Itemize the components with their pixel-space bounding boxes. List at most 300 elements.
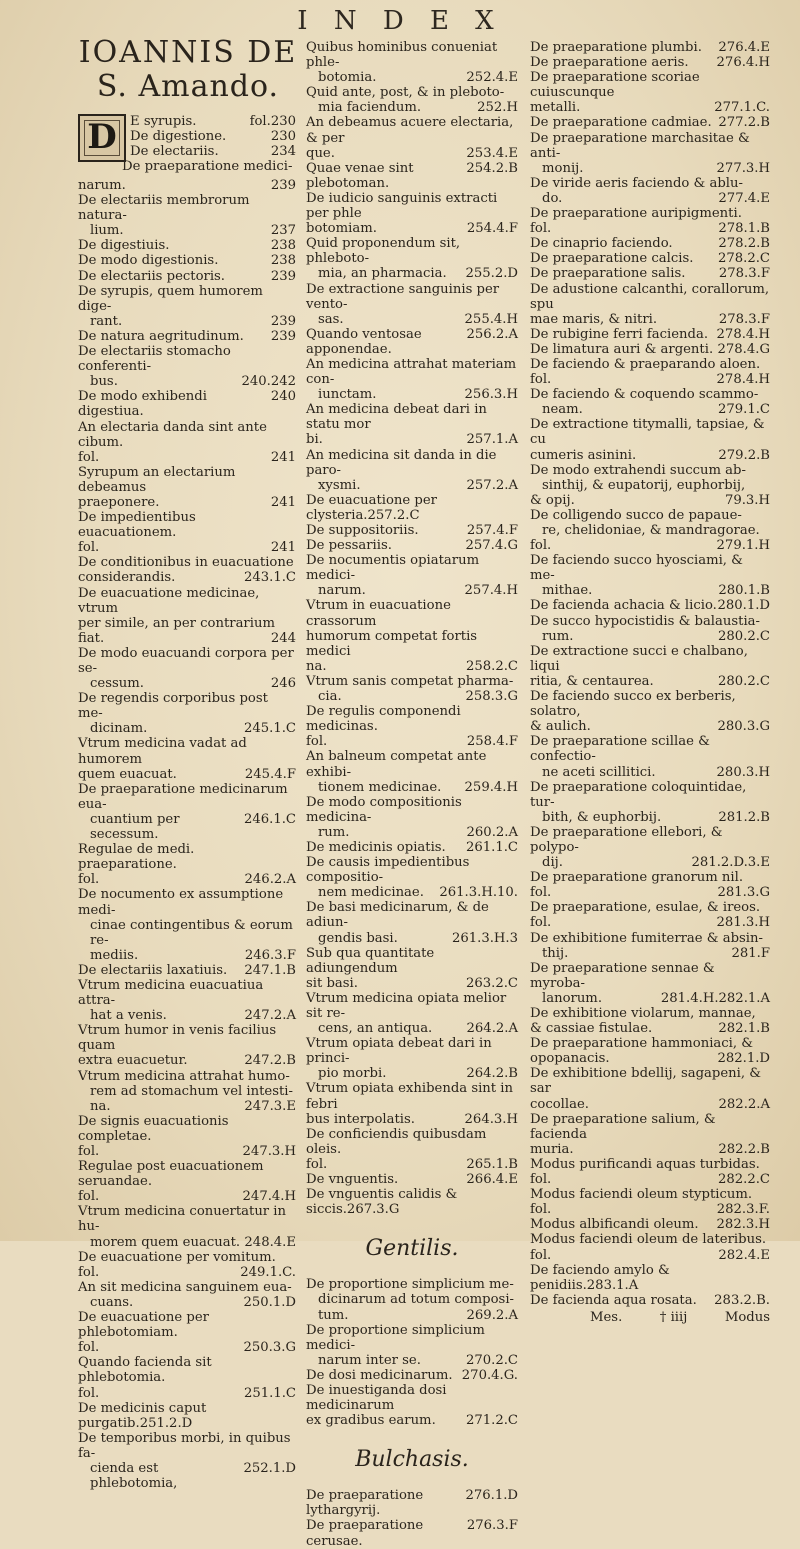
entry-text: De colligendo succo de papaue-	[530, 507, 742, 523]
index-entry	[530, 206, 770, 221]
index-entry	[530, 236, 770, 251]
entry-text: Quid proponendum sit, phleboto-	[306, 236, 461, 267]
index-entry	[530, 765, 770, 780]
entry-reference: 277.2.B	[718, 115, 770, 131]
entry-text: & cassiae fistulae.	[530, 1021, 653, 1037]
index-entry	[78, 540, 296, 555]
index-entry	[306, 1413, 518, 1428]
index-entry	[78, 1099, 296, 1114]
entry-text: cienda est phlebotomia,	[90, 1460, 178, 1492]
entry-text: Quibus hominibus conueniat phle-	[306, 40, 498, 71]
entry-text: De dosi medicinarum.	[306, 1367, 453, 1383]
entry-text: De modo extrahendi succum ab-	[530, 462, 746, 478]
entry-reference: 239	[270, 178, 296, 193]
entry-text: fol.	[78, 1144, 100, 1159]
index-entry	[530, 493, 770, 508]
entry-text: botomia.	[318, 70, 377, 86]
entry-reference: 240	[270, 389, 296, 405]
column-2-entries	[306, 40, 518, 1217]
entry-reference: 260.2.A	[466, 824, 518, 840]
entry-reference: 264.2.B	[466, 1066, 518, 1082]
index-entry	[78, 1114, 296, 1144]
entry-text: lanorum.	[542, 990, 603, 1006]
index-entry	[530, 946, 770, 961]
entry-reference: 283.2.B.	[714, 1292, 770, 1308]
entry-reference: 246	[270, 676, 296, 692]
index-entry	[78, 691, 296, 721]
index-entry	[78, 812, 296, 842]
footer-left: Mes.	[590, 1309, 623, 1325]
entry-text: De medicinis caput purgatib.251.2.D	[78, 1400, 207, 1431]
entry-text: Vtrum medicina euacuatiua attra-	[78, 977, 264, 1009]
index-entry	[78, 586, 296, 616]
index-column-1	[78, 114, 296, 1491]
entry-text: De extractione sanguinis per vento-	[306, 281, 500, 312]
index-entry	[306, 327, 518, 357]
entry-reference: 280.3.H	[716, 764, 770, 780]
entry-text: ne aceti scillitici.	[542, 764, 656, 780]
entry-text: De faciendo & praeparando aloen.	[530, 356, 761, 372]
column-1-entries	[78, 178, 296, 1491]
entry-text: fol.	[530, 372, 552, 388]
entry-text: fol.	[530, 221, 552, 237]
entry-reference: 246.2.A	[244, 872, 296, 888]
entry-text: mia, an pharmacia.	[318, 266, 447, 282]
entry-reference: 247.2.B	[244, 1053, 296, 1069]
entry-text: De digestiuis.	[78, 238, 170, 254]
entry-text: De praeparatione sennae & myroba-	[530, 960, 715, 991]
entry-text: De praeparatione cadmiae.	[530, 115, 712, 131]
index-entry	[306, 161, 518, 191]
index-entry	[78, 1204, 296, 1234]
entry-text: que.	[306, 145, 335, 161]
entry-text: Vtrum opiata exhibenda sint in febri	[306, 1081, 514, 1112]
index-entry	[78, 782, 296, 812]
entry-reference: 254.2.B	[466, 160, 518, 176]
entry-reference: 278.4.H	[716, 372, 770, 388]
entry-text: De inuestiganda dosi medicinarum	[306, 1382, 447, 1414]
entry-text: De electariis.	[130, 144, 219, 159]
index-entry	[78, 344, 296, 374]
index-entry	[306, 538, 518, 553]
entry-text: tum.	[318, 1307, 349, 1323]
entry-text: De natura aegritudinum.	[78, 328, 244, 344]
index-entry	[306, 282, 518, 312]
index-entry	[78, 631, 296, 646]
index-entry	[78, 918, 296, 948]
index-entry	[530, 115, 770, 130]
index-entry	[306, 1021, 518, 1036]
index-entry	[306, 734, 518, 749]
index-entry	[530, 553, 770, 583]
index-entry	[78, 223, 296, 238]
index-entry	[78, 253, 296, 268]
entry-reference: 279.1.C	[717, 402, 770, 418]
entry-text: cens, an antiqua.	[318, 1021, 433, 1037]
index-entry	[78, 450, 296, 465]
entry-text: bus.	[90, 374, 118, 390]
entry-text: neam.	[542, 402, 583, 418]
index-entry	[78, 736, 296, 766]
footer-signature: † iiij	[659, 1309, 688, 1325]
entry-text: De medicinis opiatis.	[306, 839, 446, 855]
entry-text: De extractione succi e chalbano, liqui	[530, 643, 748, 674]
entry-text: na.	[90, 1098, 111, 1114]
entry-text: De vnguentis.	[306, 1172, 399, 1188]
index-entry	[530, 478, 770, 493]
entry-reference: 278.3.F	[718, 311, 770, 327]
entry-text: De viride aeris faciendo & ablu-	[530, 175, 743, 191]
entry-text: Sub qua quantitate adiungendum	[306, 945, 435, 976]
index-entry	[306, 1157, 518, 1172]
index-entry	[306, 523, 518, 538]
index-entry	[530, 991, 770, 1006]
entry-text: De modo exhibendi digestiua.	[78, 389, 207, 420]
author-line-1: IOANNIS DE	[78, 35, 298, 70]
entry-text: De praeparatione, esulae, & ireos.	[530, 900, 761, 916]
entry-reference: 282.2.C	[717, 1172, 770, 1188]
entry-text: rum.	[318, 824, 350, 840]
entry-reference: 248.4.E	[244, 1234, 296, 1250]
index-entry	[306, 1353, 518, 1368]
index-entry	[306, 855, 518, 885]
entry-reference: 252.1.D	[243, 1460, 296, 1476]
index-entry	[530, 131, 770, 161]
entry-text: considerandis.	[78, 570, 176, 586]
index-entry	[306, 1323, 518, 1353]
index-entry	[530, 810, 770, 825]
entry-text: narum inter se.	[318, 1352, 421, 1368]
entry-reference: 256.3.H	[464, 387, 518, 403]
entry-reference: 277.4.E	[718, 190, 770, 206]
index-entry	[306, 674, 518, 689]
entry-reference: 282.3.H	[716, 1217, 770, 1233]
entry-reference: 247.4.H	[242, 1189, 296, 1205]
entry-text: De pessariis.	[306, 538, 392, 554]
entry-text: hat a venis.	[90, 1008, 167, 1024]
index-entry	[530, 342, 770, 357]
entry-text: De regulis componendi medicinas.	[306, 704, 461, 735]
entry-text: fol.	[78, 1264, 100, 1280]
entry-text: fol.	[306, 1156, 328, 1172]
index-entry	[78, 842, 296, 872]
entry-reference: 280.3.G	[717, 719, 770, 735]
entry-text: opopanacis.	[530, 1051, 610, 1067]
entry-text: fol.	[306, 734, 328, 750]
index-entry	[530, 372, 770, 387]
index-entry	[530, 1142, 770, 1157]
entry-reference: 281.2.D.3.E	[691, 855, 770, 871]
entry-reference: 276.1.D	[465, 1488, 518, 1504]
entry-reference: 252.H	[477, 100, 518, 116]
entry-text: fol.	[78, 872, 100, 888]
index-entry	[306, 1368, 518, 1383]
index-entry	[130, 144, 296, 159]
index-entry	[530, 448, 770, 463]
entry-text: sas.	[318, 311, 344, 327]
entry-text: Vtrum medicina conuertatur in hu-	[78, 1204, 287, 1235]
entry-text: fol.	[530, 885, 552, 901]
entry-text: An sit medicina sanguinem eua-	[78, 1279, 292, 1295]
index-entry	[130, 129, 296, 144]
index-entry	[530, 719, 770, 734]
index-entry	[530, 1066, 770, 1096]
entry-reference: 264.2.A	[466, 1021, 518, 1037]
entry-text: De modo compositionis medicina-	[306, 794, 462, 825]
entry-reference: 254.4.F	[466, 221, 518, 237]
index-entry	[306, 689, 518, 704]
index-entry	[530, 176, 770, 191]
index-entry	[306, 1127, 518, 1157]
index-entry	[530, 1248, 770, 1263]
entry-reference: 258.3.G	[465, 689, 518, 705]
index-entry	[530, 1006, 770, 1021]
index-entry	[530, 538, 770, 553]
entry-text: mithae.	[542, 583, 593, 599]
index-entry	[78, 510, 296, 540]
index-entry	[530, 915, 770, 930]
entry-text: De praeparatione medicinarum eua-	[78, 781, 288, 812]
index-entry	[530, 1036, 770, 1051]
index-entry	[530, 644, 770, 674]
index-entry	[78, 374, 296, 389]
index-entry	[306, 749, 518, 779]
entry-text: fol.	[78, 540, 100, 556]
entry-reference: 244	[270, 630, 296, 646]
entry-text: De facienda aqua rosata.	[530, 1292, 697, 1308]
entry-text: An electaria danda sint ante cibum.	[78, 419, 267, 450]
index-entry	[530, 327, 770, 342]
index-entry	[306, 1112, 518, 1127]
entry-reference: 246.1.C	[243, 811, 296, 827]
entry-reference: 278.2.B	[718, 236, 770, 252]
entry-text: Vtrum sanis competat pharma-	[306, 673, 514, 689]
entry-reference: 276.4.H	[716, 55, 770, 71]
entry-text: De exhibitione bdellij, sagapeni, & sar	[530, 1066, 761, 1097]
index-entry	[306, 659, 518, 674]
index-entry	[306, 946, 518, 976]
entry-text: re, chelidoniae, & mandragorae.	[542, 523, 760, 538]
entry-text: sinthij, & eupatorij, euphorbij,	[542, 477, 746, 493]
entry-reference: 245.4.F	[244, 766, 296, 782]
index-entry	[306, 115, 518, 145]
index-entry	[530, 1232, 770, 1247]
index-entry	[78, 420, 296, 450]
index-entry	[78, 646, 296, 676]
entry-reference: 237	[270, 223, 296, 239]
author-heading	[78, 36, 298, 104]
index-entry	[78, 389, 296, 419]
entry-text: De vnguentis calidis & siccis.267.3.G	[306, 1187, 458, 1218]
entry-text: Vtrum opiata debeat dari in princi-	[306, 1036, 492, 1067]
bulchasis-entries	[306, 1488, 518, 1548]
index-entry	[306, 1187, 518, 1217]
entry-reference: 255.4.H	[464, 311, 518, 327]
entry-text: De praeparatione cerusae.	[306, 1518, 424, 1549]
entry-text: An balneum competat ante exhibi-	[306, 749, 487, 780]
entry-reference: 270.4.G.	[461, 1367, 518, 1383]
entry-text: iunctam.	[318, 387, 377, 403]
entry-text: praeponere.	[78, 494, 160, 510]
entry-reference: 281.3.G	[717, 885, 770, 901]
entry-text: xysmi.	[318, 477, 361, 493]
page-footer	[530, 1310, 770, 1325]
entry-text: bith, & euphorbij.	[542, 809, 662, 825]
entry-text: mae maris, & nitri.	[530, 311, 658, 327]
entry-text: De euacuatione medicinae, vtrum	[78, 585, 260, 616]
entry-text: De electariis membrorum natura-	[78, 193, 250, 224]
entry-reference: 282.2.A	[718, 1096, 770, 1112]
index-entry	[78, 1340, 296, 1355]
index-entry	[306, 885, 518, 900]
entry-text: De praeparatione hammoniaci, &	[530, 1036, 754, 1052]
drop-initial: D	[78, 114, 126, 162]
entry-text: De succo hypocistidis & balaustia-	[530, 613, 760, 629]
index-entry	[530, 583, 770, 598]
index-entry	[530, 825, 770, 855]
entry-text: bi.	[306, 432, 323, 448]
entry-reference: 241	[270, 494, 296, 510]
index-entry	[78, 1235, 296, 1250]
entry-text: fol.	[78, 449, 100, 465]
entry-text: De proportione simplicium medici-	[306, 1322, 485, 1353]
index-entry	[78, 495, 296, 510]
entry-text: rant.	[90, 313, 123, 329]
entry-reference: 281.F	[731, 945, 770, 961]
index-entry	[78, 193, 296, 223]
entry-text: metalli.	[530, 100, 581, 116]
footer-catchword: Modus	[724, 1309, 770, 1325]
index-entry	[530, 870, 770, 885]
entry-reference: 247.3.H	[242, 1144, 296, 1159]
entry-reference: 257.4.H	[464, 583, 518, 599]
entry-text: cumeris asinini.	[530, 447, 637, 463]
entry-reference: 239	[270, 268, 296, 284]
index-entry	[530, 40, 770, 55]
section-heading-gentilis: Gentilis.	[365, 1236, 459, 1262]
index-entry	[306, 448, 518, 478]
entry-text: gendis basi.	[318, 930, 398, 946]
entry-text: narum.	[318, 583, 366, 599]
entry-text: morem quem euacuat.	[90, 1234, 241, 1250]
entry-text: De praeparatione marchasitae & anti-	[530, 130, 750, 161]
index-entry	[78, 1144, 296, 1159]
entry-text: De praeparatione lythargyrij.	[306, 1488, 424, 1519]
index-entry	[530, 161, 770, 176]
index-entry	[530, 855, 770, 870]
entry-reference: 247.2.A	[244, 1008, 296, 1024]
index-entry	[306, 1518, 518, 1548]
index-entry	[78, 1084, 296, 1099]
index-entry	[530, 508, 770, 523]
index-entry	[530, 357, 770, 372]
index-entry	[530, 598, 770, 613]
entry-reference: 282.3.F.	[716, 1202, 770, 1218]
entry-text: De praeparatione plumbi.	[530, 40, 702, 55]
index-entry	[78, 238, 296, 253]
entry-text: fol.	[530, 1247, 552, 1263]
index-entry	[306, 1277, 518, 1292]
index-entry	[530, 100, 770, 115]
index-entry	[78, 721, 296, 736]
index-entry	[78, 1295, 296, 1310]
index-entry	[306, 493, 518, 523]
entry-text: De electariis stomacho conferenti-	[78, 344, 231, 375]
entry-text: De praeparatione granorum nil.	[530, 870, 744, 886]
entry-text: De temporibus morbi, in quibus fa-	[78, 1430, 291, 1461]
index-column-2	[306, 40, 518, 1549]
index-entry	[306, 191, 518, 221]
index-entry	[306, 1488, 518, 1518]
index-entry	[530, 1051, 770, 1066]
index-entry	[306, 402, 518, 432]
gentilis-entries	[306, 1277, 518, 1428]
entry-text: De praeparatione aeris.	[530, 55, 689, 71]
entry-text: De euacuatione per phlebotomiam.	[78, 1310, 209, 1341]
entry-reference: 271.2.C	[465, 1413, 518, 1429]
index-entry	[306, 991, 518, 1021]
index-entry	[530, 614, 770, 629]
entry-reference: 280.2.C	[717, 673, 770, 689]
entry-reference: 280.1.B	[718, 583, 770, 599]
index-entry	[306, 1308, 518, 1323]
entry-text: De faciendo succo hyosciami, & me-	[530, 553, 743, 584]
index-entry	[530, 191, 770, 206]
entry-text: An medicina attrahat materiam con-	[306, 356, 517, 388]
entry-text: Modus purificandi aquas turbidas.	[530, 1156, 760, 1172]
entry-text: De praeparatione medici-	[122, 159, 293, 174]
index-entry	[306, 40, 518, 70]
entry-reference: 79.3.H	[724, 492, 770, 508]
index-entry	[530, 1112, 770, 1142]
index-entry	[306, 387, 518, 402]
index-entry	[78, 329, 296, 344]
index-entry	[78, 1053, 296, 1068]
entry-reference: 257.2.A	[466, 477, 518, 493]
entry-reference: 265.1.B	[466, 1156, 518, 1172]
index-entry	[530, 689, 770, 719]
index-entry	[530, 312, 770, 327]
index-entry	[78, 948, 296, 963]
entry-text: De proportione simplicium me-	[306, 1277, 514, 1293]
index-entry	[306, 1383, 518, 1413]
entry-reference: 241	[270, 449, 296, 465]
index-entry	[306, 900, 518, 930]
index-entry	[78, 1386, 296, 1401]
entry-text: De praeparatione auripigmenti.	[530, 206, 742, 222]
entry-text: dicinam.	[90, 721, 148, 737]
entry-reference: 238	[270, 238, 296, 254]
entry-text: rum.	[542, 628, 574, 644]
entry-text: De causis impedientibus compositio-	[306, 855, 470, 886]
entry-text: Syrupum an electarium debeamus	[78, 464, 236, 495]
entry-reference: 269.2.A	[466, 1307, 518, 1323]
entry-text: De praeparatione salis.	[530, 266, 686, 282]
entry-text: De cinaprio faciendo.	[530, 236, 673, 252]
entry-text: cuans.	[90, 1294, 134, 1310]
author-line-2: S. Amando.	[96, 69, 280, 104]
index-entry	[78, 767, 296, 782]
index-entry	[78, 1159, 296, 1189]
entry-reference: 281.4.H.282.1.A	[660, 990, 770, 1006]
entry-reference: 277.3.H	[716, 160, 770, 176]
index-entry	[78, 284, 296, 314]
entry-reference: 234	[270, 144, 296, 159]
index-entry	[306, 976, 518, 991]
index-entry	[530, 1293, 770, 1308]
index-entry	[306, 221, 518, 236]
entry-text: De praeparatione scillae & confectio-	[530, 734, 710, 765]
